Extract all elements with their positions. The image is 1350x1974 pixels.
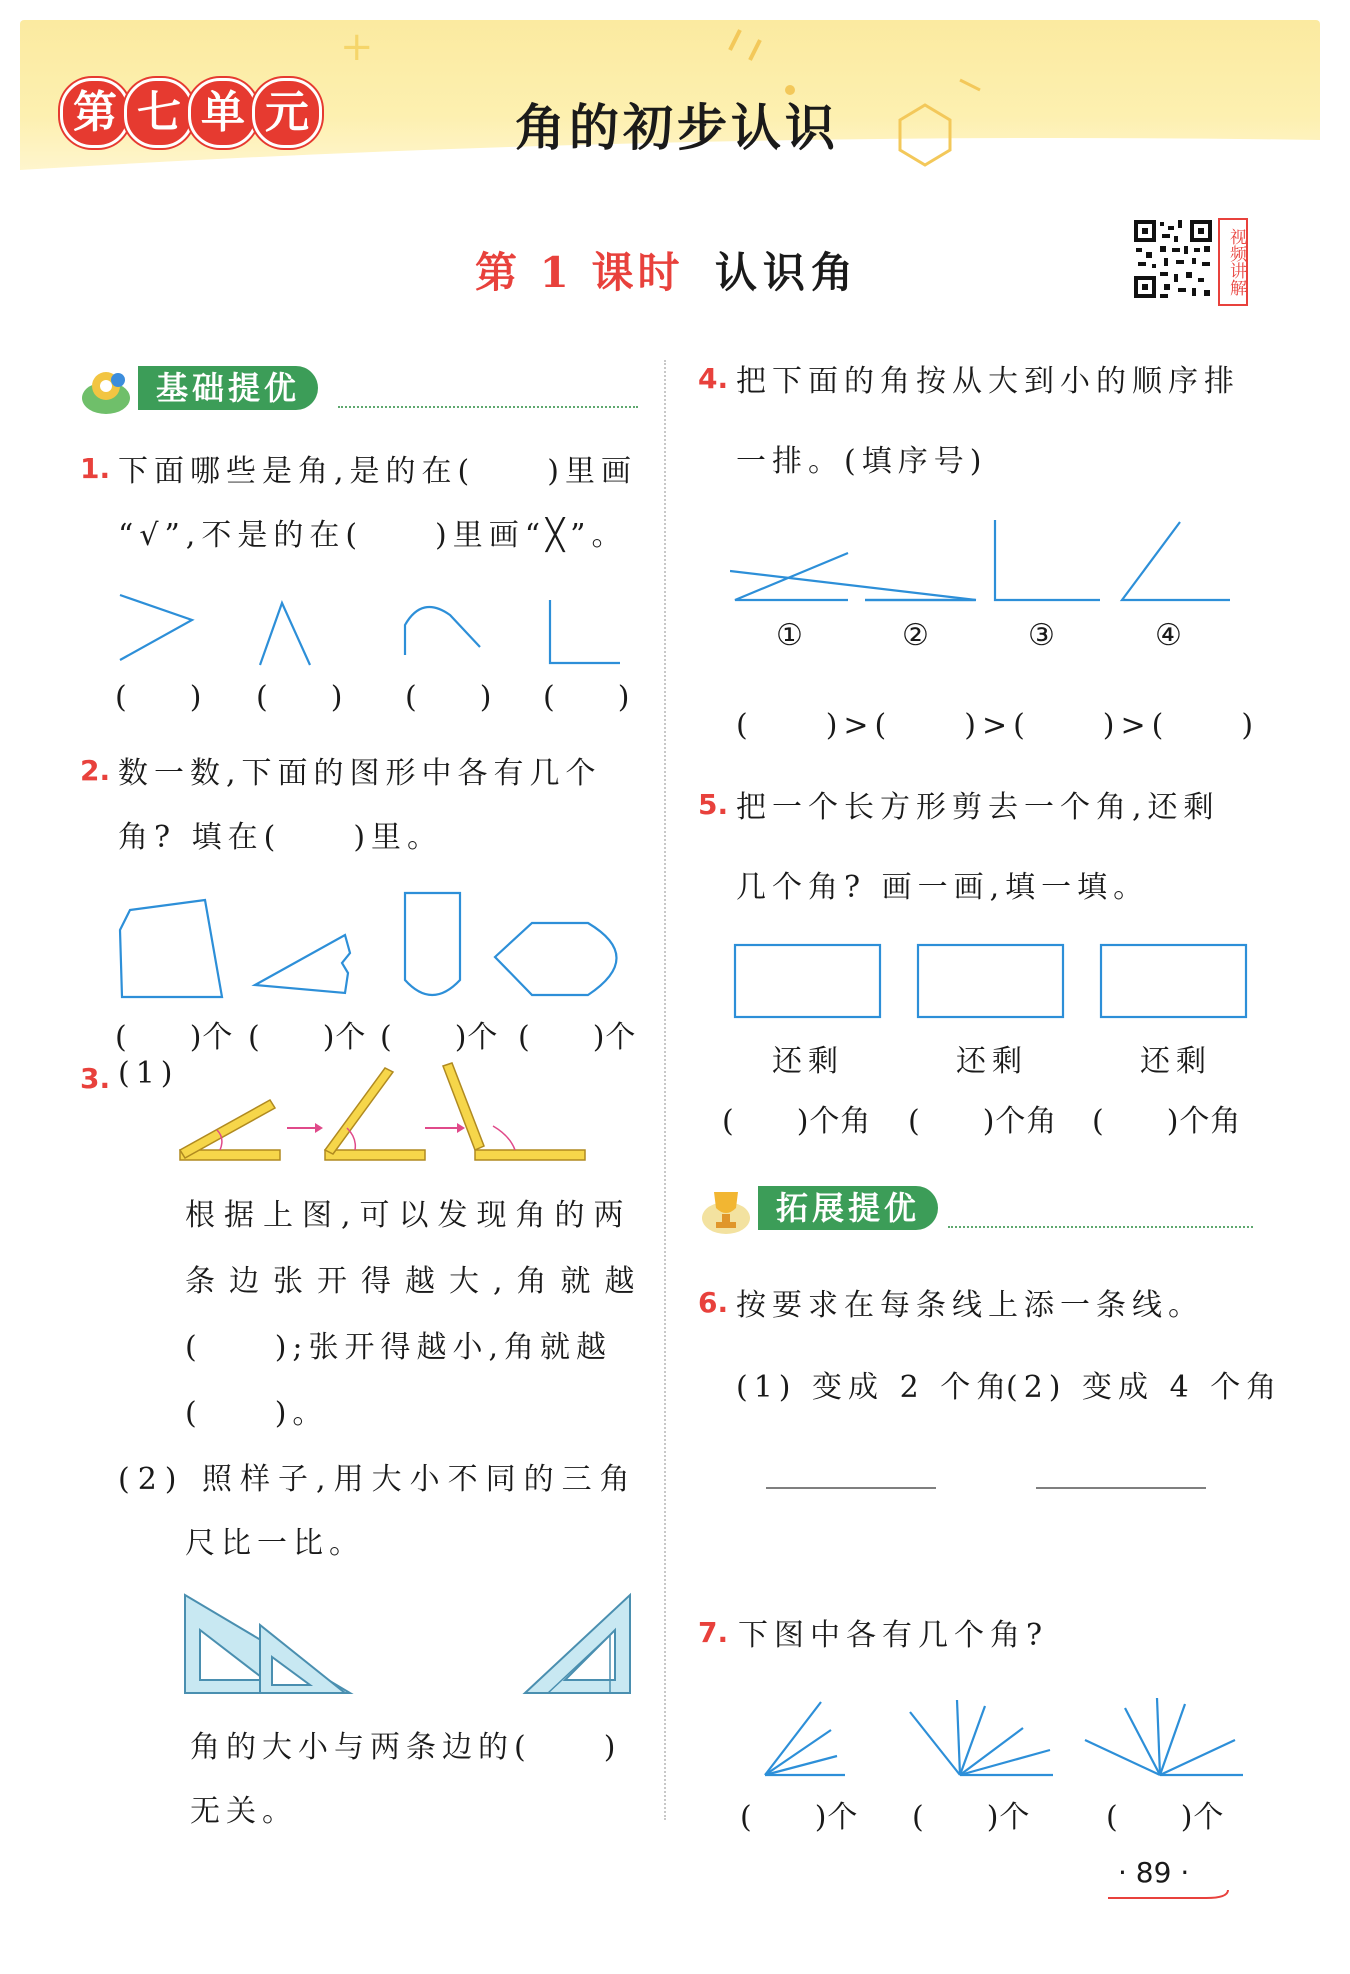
answer-blank[interactable]: ( )个 (1106, 1800, 1225, 1835)
angle-figures (100, 585, 640, 675)
question-text: 下图中各有几个角? (738, 1618, 1049, 1653)
unit-char: 元 (252, 78, 322, 148)
remain-label: 还剩 (1140, 1044, 1212, 1079)
answer-blank[interactable]: ( )个 (248, 1020, 367, 1055)
question-text: 角的大小与两条边的( ) (190, 1730, 622, 1765)
remain-label: 还剩 (772, 1044, 844, 1079)
rectangles-figure (730, 940, 1260, 1025)
answer-blank[interactable]: ( )个角 (1092, 1104, 1242, 1139)
question-text: 一排。(填序号) (736, 444, 988, 479)
ray-angle-figures (755, 1690, 1255, 1800)
lesson-number: 第 1 课时 (475, 248, 684, 297)
question-text: 把一个长方形剪去一个角,还剩 (736, 790, 1220, 825)
question-text: 根据上图,可以发现角的两 (185, 1198, 633, 1233)
answer-blank[interactable]: ( )个 (115, 1020, 234, 1055)
option-label: ④ (1155, 618, 1183, 653)
unit-char: 七 (124, 78, 194, 148)
question-number: 5. (698, 788, 729, 821)
gears-icon (78, 362, 134, 418)
lesson-title: 认识角 (715, 248, 860, 297)
qr-code[interactable] (1132, 218, 1214, 300)
section-rule (338, 406, 638, 408)
answer-blank[interactable]: ( ) (115, 680, 203, 715)
sub-question-label: (1) (118, 1056, 179, 1091)
question-text: 无关。 (190, 1794, 298, 1829)
triangle-rulers-figure (180, 1585, 640, 1700)
unit-char: 单 (188, 78, 258, 148)
section-title: 拓展提优 (758, 1186, 938, 1230)
question-text: 按要求在每条线上添一条线。 (736, 1288, 1204, 1323)
sub-question-text: (2) 变成 4 个角 (1006, 1370, 1283, 1405)
question-text: ( )。 (185, 1396, 329, 1431)
sub-question-text: (1) 变成 2 个角 (736, 1370, 1013, 1405)
unit-char: 第 (60, 78, 130, 148)
question-text: 数一数,下面的图形中各有几个 (118, 756, 602, 791)
question-text: 把下面的角按从大到小的顺序排 (736, 364, 1240, 399)
question-text: “√”,不是的在( )里画“╳”。 (118, 518, 628, 553)
answer-blank[interactable]: ( ) (543, 680, 631, 715)
answer-blank[interactable]: ( )个角 (908, 1104, 1058, 1139)
question-text: (2) 照样子,用大小不同的三角 (118, 1462, 638, 1497)
unit-title: 角的初步认识 (515, 99, 839, 157)
answer-blank[interactable]: ( )个 (518, 1020, 637, 1055)
trophy-icon (698, 1182, 754, 1238)
answer-blank[interactable]: ( )个 (740, 1800, 859, 1835)
question-number: 4. (698, 362, 729, 395)
section-title: 基础提优 (138, 366, 318, 410)
question-number: 7. (698, 1616, 729, 1649)
answer-blank[interactable]: ( )个角 (722, 1104, 872, 1139)
question-text: 下面哪些是角,是的在( )里画 (118, 454, 637, 489)
question-number: 3. (80, 1062, 111, 1095)
option-label: ③ (1028, 618, 1056, 653)
question-number: 6. (698, 1286, 729, 1319)
answer-blank[interactable]: ( ) (256, 680, 344, 715)
question-text: 条边张开得越大,角就越 (185, 1264, 649, 1299)
section-header-extended (698, 1186, 1258, 1232)
answer-blank[interactable]: ( ) (405, 680, 493, 715)
question-text: ( );张开得越小,角就越 (185, 1330, 613, 1365)
page-number: · 89 · (1118, 1856, 1190, 1889)
base-lines-figure (760, 1480, 1220, 1500)
polygon-figures (100, 885, 660, 1015)
remain-label: 还剩 (956, 1044, 1028, 1079)
angles-to-order-figure (730, 515, 1250, 605)
question-number: 2. (80, 754, 111, 787)
option-label: ② (902, 618, 930, 653)
page-number-underline (1106, 1886, 1236, 1906)
answer-blank[interactable]: ( )个 (912, 1800, 1031, 1835)
unit-badge (60, 78, 330, 158)
question-text: 尺比一比。 (185, 1526, 365, 1561)
question-number: 1. (80, 452, 111, 485)
opening-rulers-figure (175, 1058, 595, 1168)
question-text: 几个角? 画一画,填一填。 (736, 870, 1150, 905)
qr-video-label: 视频讲解 (1218, 218, 1248, 306)
question-text: 角? 填在( )里。 (118, 820, 444, 855)
option-label: ① (776, 618, 804, 653)
section-rule (948, 1226, 1253, 1228)
column-divider (664, 360, 666, 1820)
order-answer-blanks[interactable]: ( )>( )>( )>( ) (736, 708, 1260, 743)
answer-blank[interactable]: ( )个 (380, 1020, 499, 1055)
svg-text:+: + (340, 24, 374, 70)
section-header-basic (78, 366, 638, 412)
